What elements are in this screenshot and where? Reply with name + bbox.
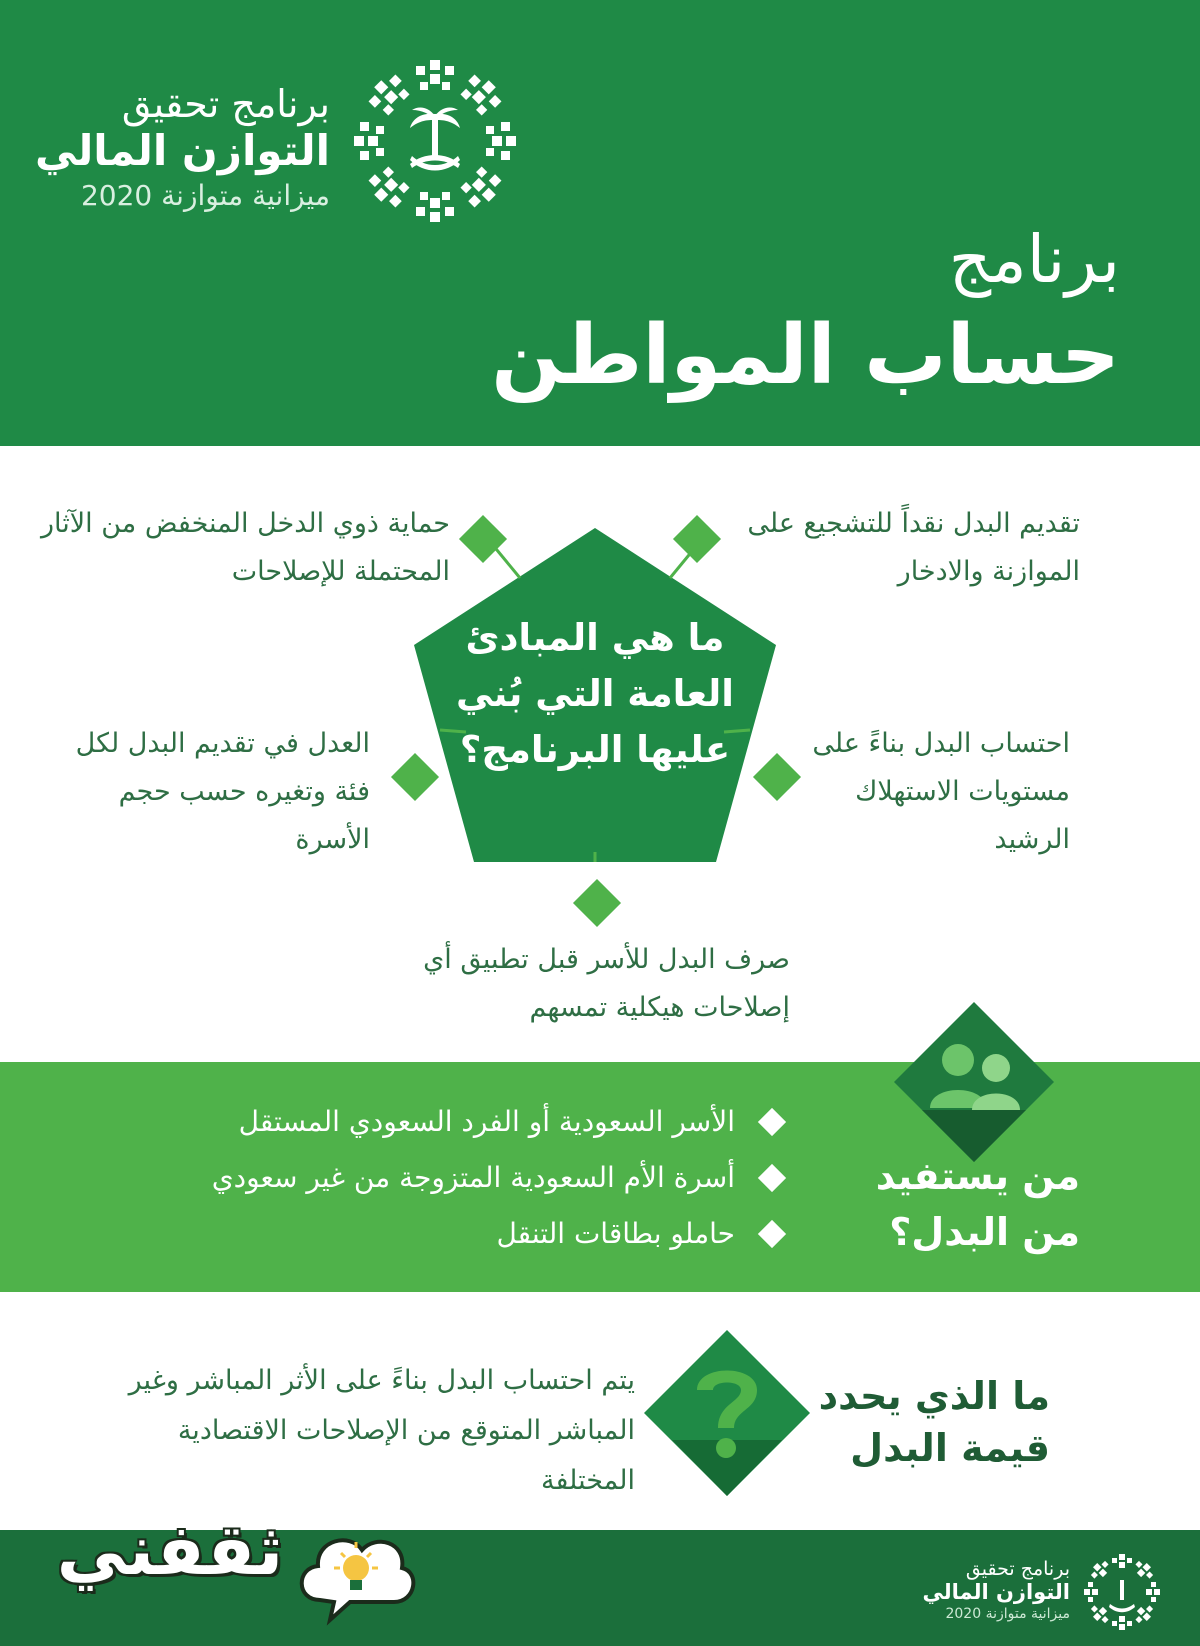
watermark-logo: ثقفني xyxy=(56,1509,284,1591)
logo-line-2: التوازن المالي xyxy=(34,126,330,175)
principles-question: ما هي المبادئ العامة التي بُني عليها البرنامج؟ xyxy=(455,616,734,771)
people-icon xyxy=(892,1000,1056,1164)
principle-fairness-family-size: العدل في تقديم البدل لكل فئة وتغيره حسب حجم الأسرة xyxy=(75,728,370,855)
page-title-line-1: برنامج xyxy=(948,221,1120,298)
beneficiary-saudi-families: الأسر السعودية أو الفرد السعودي المستقل xyxy=(238,1105,735,1138)
principle-pay-before-reforms: صرف البدل للأسر قبل تطبيق أي إصلاحات هيكلية تمسهم xyxy=(423,944,790,1023)
logo-line-3: ميزانية متوازنة 2020 xyxy=(80,179,330,212)
diamond-marker-5 xyxy=(573,879,621,927)
question-mark-icon xyxy=(642,1328,812,1498)
logo-line-1: برنامج تحقيق xyxy=(121,82,330,126)
principle-rational-consumption: احتساب البدل بناءً على مستويات الاستهلاك الرشيد xyxy=(812,728,1070,855)
footer-vision-logo-icon xyxy=(1082,1552,1162,1632)
beneficiary-mobility-card-holders: حاملو بطاقات التنقل xyxy=(496,1217,735,1250)
vision-logo-icon xyxy=(350,56,520,226)
principle-low-income-protection: حماية ذوي الدخل المنخفض من الآثار المحتملة للإصلاحات xyxy=(40,508,450,587)
footer-logo-line-2: التوازن المالي xyxy=(922,1580,1070,1604)
footer-logo-line-1: برنامج تحقيق xyxy=(965,1558,1070,1580)
footer-logo-line-3: ميزانية متوازنة 2020 xyxy=(945,1606,1070,1622)
page-title-line-2: حساب المواطن xyxy=(491,308,1120,403)
beneficiary-saudi-mother-family: أسرة الأم السعودية المتزوجة من غير سعودي xyxy=(211,1161,735,1194)
determine-title: ما الذي يحدد قيمة البدل xyxy=(818,1374,1050,1470)
determine-description: يتم احتساب البدل بناءً على الأثر المباشر وغير المباشر المتوقع من الإصلاحات الاقتصادية المختلفة xyxy=(128,1365,635,1496)
beneficiaries-title: من يستفيد من البدل؟ xyxy=(875,1154,1080,1254)
lightbulb-icon xyxy=(290,1520,420,1630)
program-logo-text xyxy=(35,82,330,216)
principle-cash-savings: تقديم البدل نقداً للتشجيع على الموازنة والادخار xyxy=(747,508,1080,587)
footer-logo-text xyxy=(922,1558,1070,1623)
